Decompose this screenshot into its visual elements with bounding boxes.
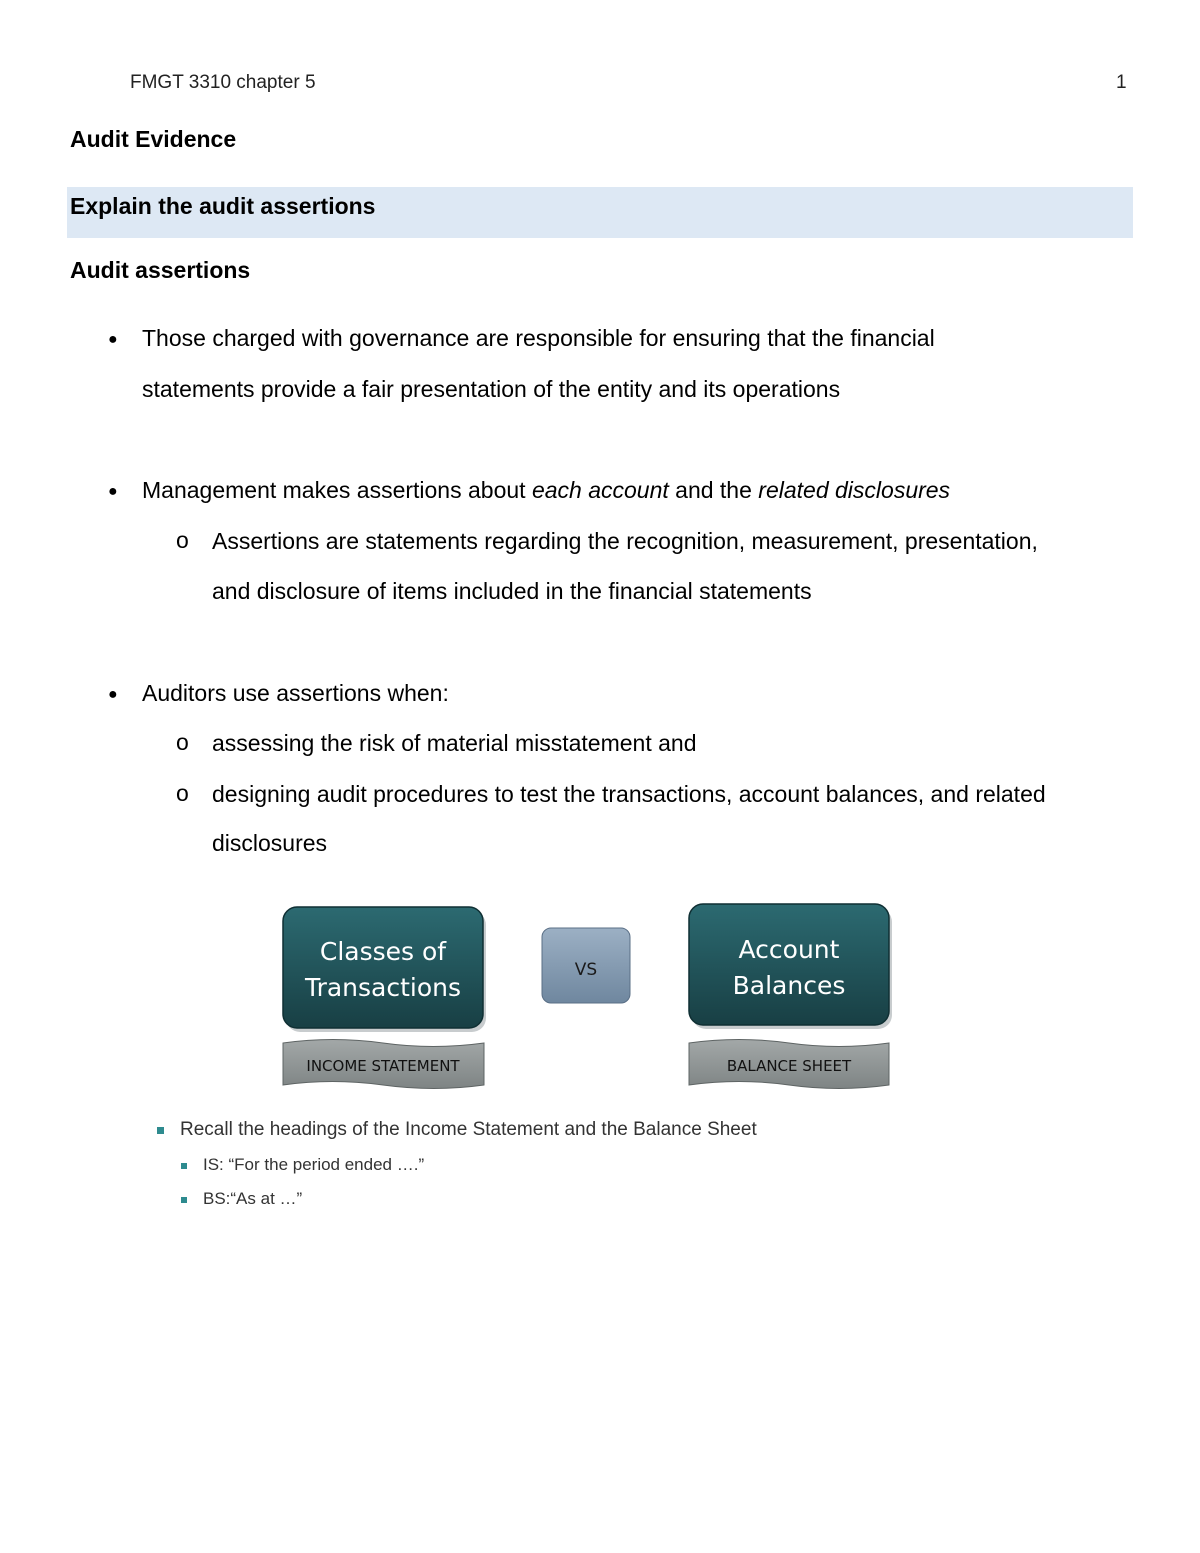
bullet-dot-icon: ● bbox=[108, 686, 118, 703]
vs-label: VS bbox=[574, 960, 598, 980]
income-statement-label: INCOME STATEMENT bbox=[306, 1057, 460, 1075]
slide-note-main: Recall the headings of the Income Statement and the Balance Sheet bbox=[180, 1119, 757, 1140]
bullet-3-sub-1: assessing the risk of material misstatement and bbox=[212, 730, 697, 756]
classes-of-transactions-box bbox=[283, 907, 483, 1028]
right-box-line-1: Account bbox=[738, 935, 840, 964]
bullet-3-sub-2-line-1: designing audit procedures to test the transactions, account balances, and related bbox=[212, 781, 1046, 807]
page-header-title: FMGT 3310 chapter 5 bbox=[130, 72, 316, 93]
slide-note-bs: BS:“As at …” bbox=[203, 1189, 303, 1208]
page-number: 1 bbox=[1116, 72, 1127, 93]
square-bullet-icon bbox=[181, 1163, 187, 1169]
bullet-3-sub-2-line-2: disclosures bbox=[212, 830, 328, 856]
bullet-3-line: Auditors use assertions when: bbox=[142, 680, 449, 706]
bullet-2-sub-1-line-2: and disclosure of items included in the financial statements bbox=[212, 578, 812, 604]
circle-bullet-icon: o bbox=[176, 780, 189, 806]
bullet-2-text-start: Management makes assertions about bbox=[142, 477, 532, 503]
right-box-line-2: Balances bbox=[732, 971, 846, 1000]
document-title: Audit Evidence bbox=[70, 126, 237, 152]
bullet-2-emphasis-each-account: each account bbox=[531, 477, 669, 503]
square-bullet-icon bbox=[157, 1127, 164, 1134]
bullet-2-sub-1-line-1: Assertions are statements regarding the recognition, measurement, presentation, bbox=[212, 528, 1038, 554]
bullet-1-line-1: Those charged with governance are responsible for ensuring that the financial bbox=[142, 325, 935, 351]
account-balances-box bbox=[689, 904, 889, 1025]
bullet-2-emphasis-related-disclosures: related disclosures bbox=[758, 477, 951, 503]
bullet-dot-icon: ● bbox=[108, 331, 118, 348]
bullet-2-text-middle: and the bbox=[668, 477, 759, 503]
circle-bullet-icon: o bbox=[176, 527, 189, 553]
objective-heading: Explain the audit assertions bbox=[70, 193, 376, 219]
circle-bullet-icon: o bbox=[176, 729, 189, 755]
section-heading: Audit assertions bbox=[70, 257, 251, 283]
slide-note-is: IS: “For the period ended ….” bbox=[203, 1155, 425, 1174]
left-box-line-2: Transactions bbox=[304, 973, 462, 1002]
balance-sheet-label: BALANCE SHEET bbox=[726, 1057, 852, 1075]
bullet-dot-icon: ● bbox=[108, 483, 118, 500]
square-bullet-icon bbox=[181, 1197, 187, 1203]
left-box-line-1: Classes of bbox=[319, 937, 447, 966]
bullet-1-line-2: statements provide a fair presentation of the entity and its operations bbox=[142, 376, 841, 402]
